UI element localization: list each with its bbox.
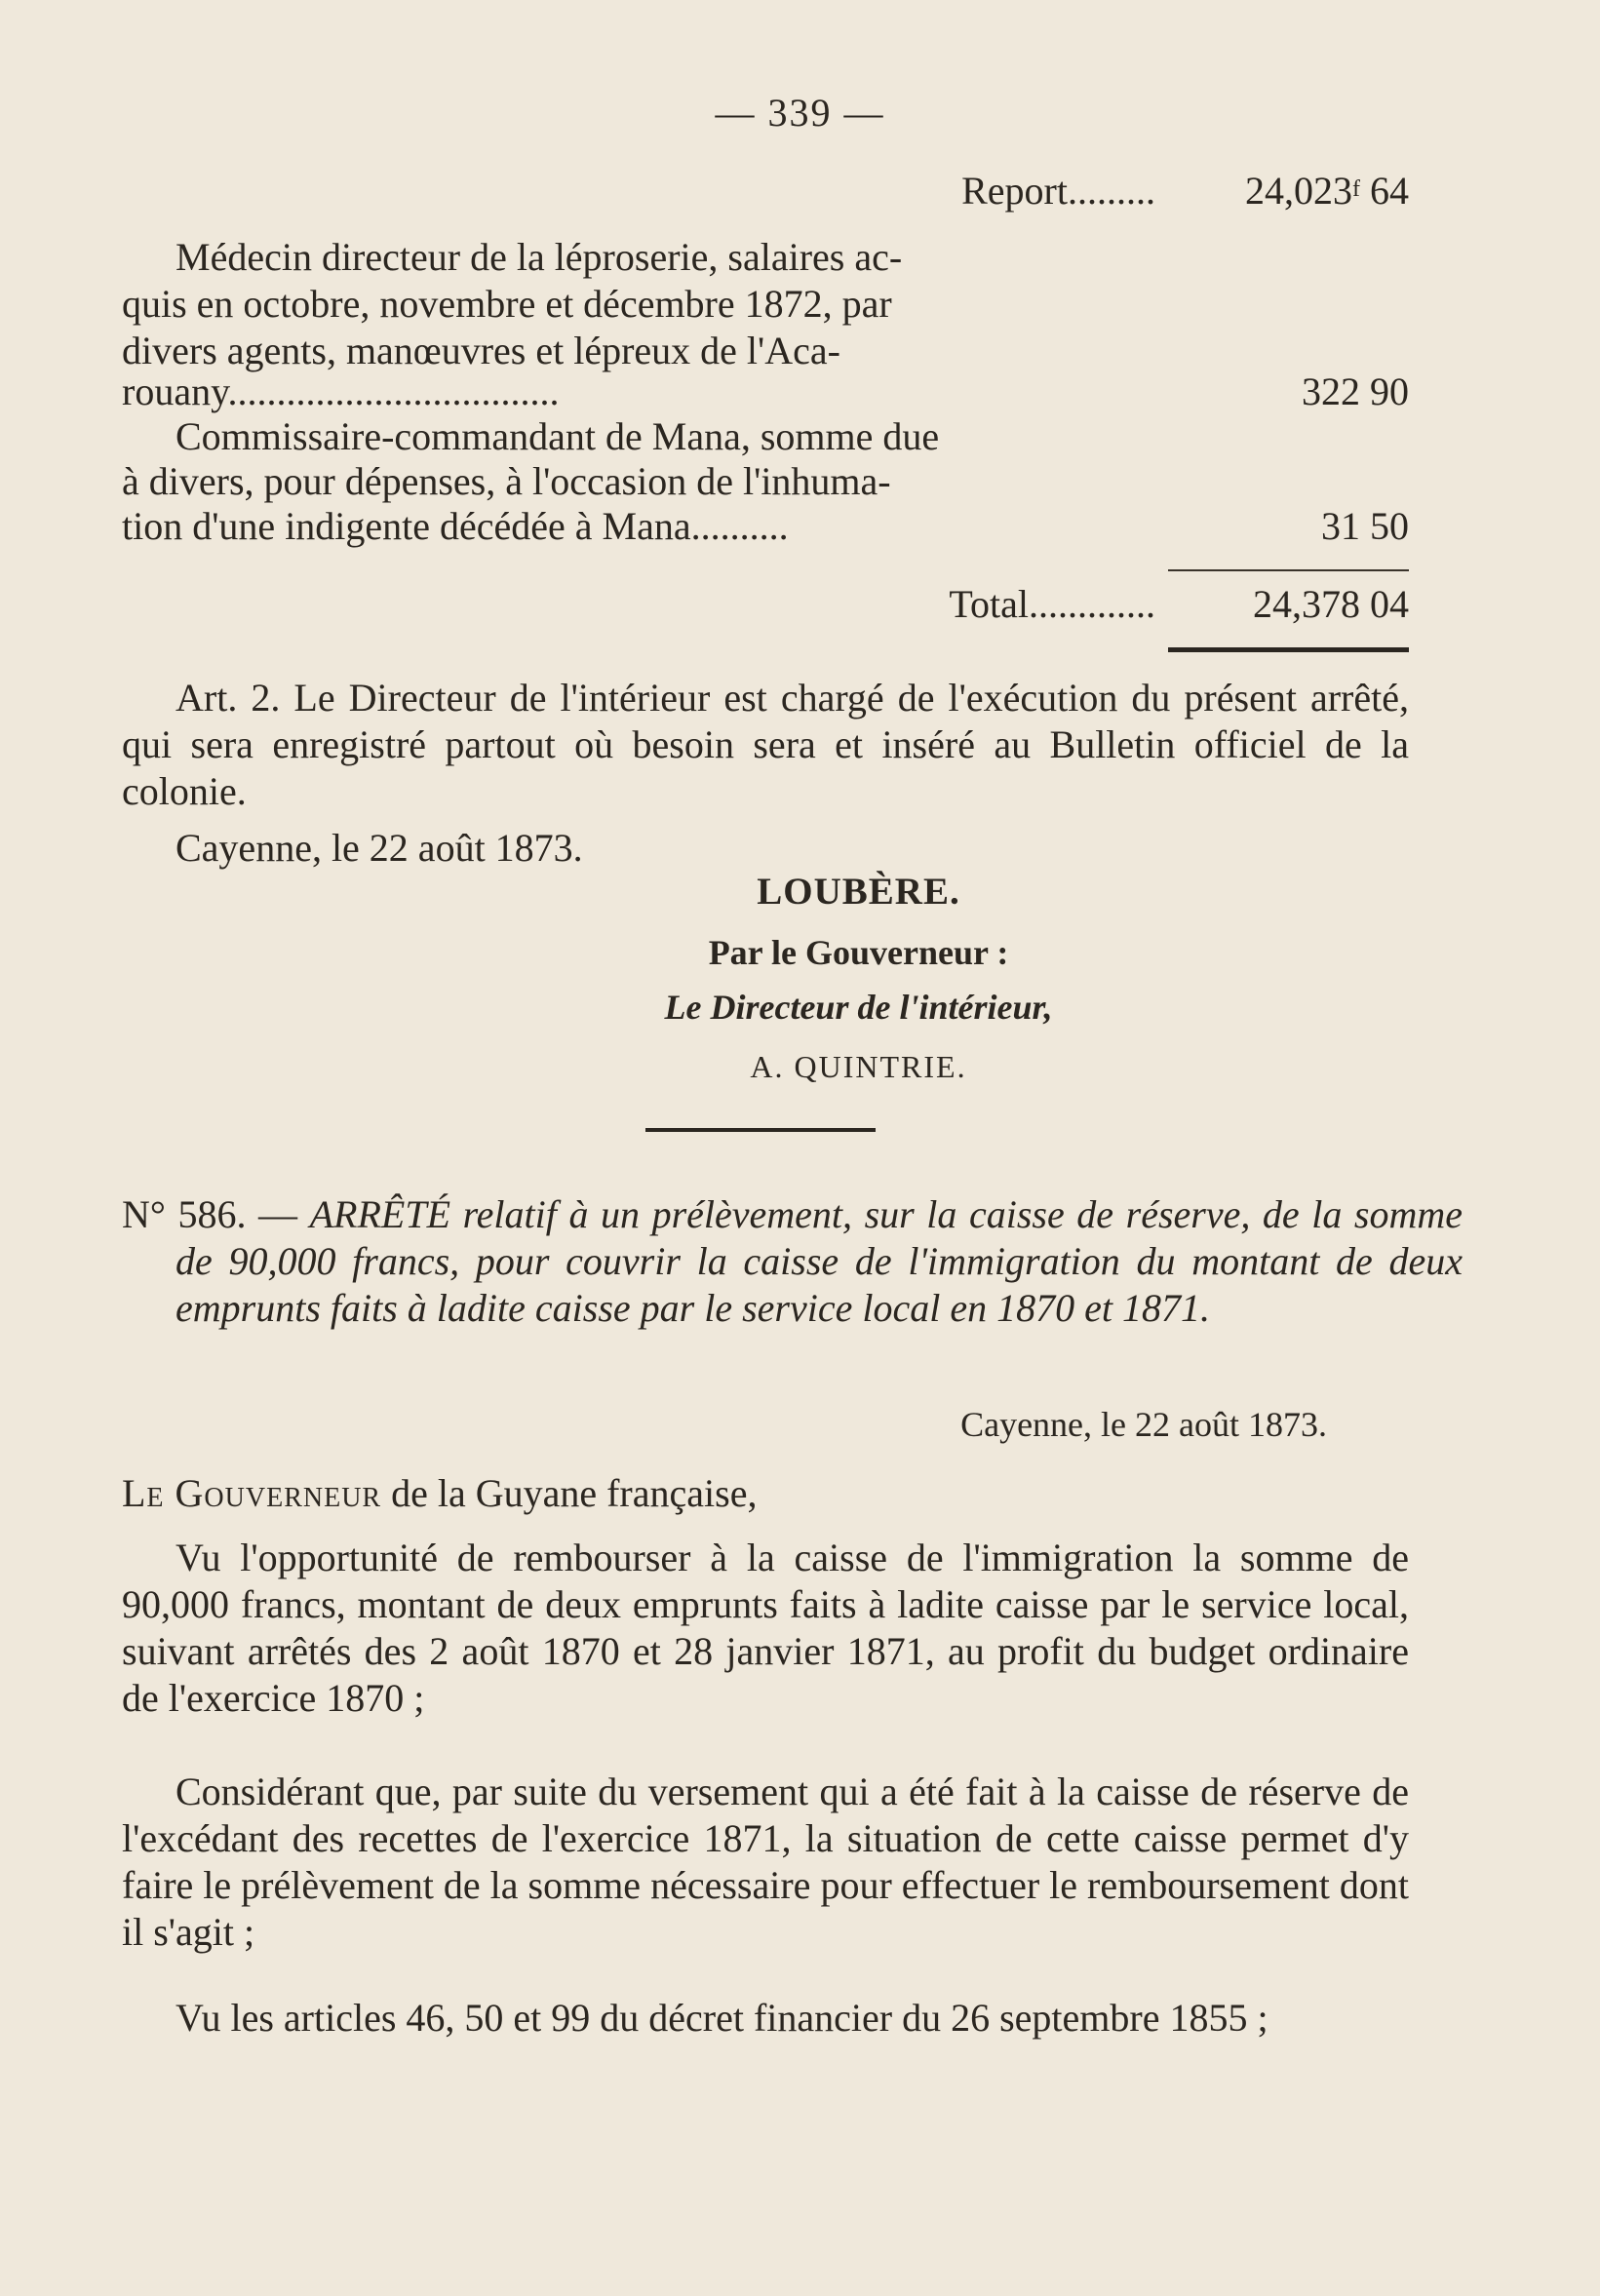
date-line: Cayenne, le 22 août 1873. (176, 826, 583, 870)
paragraph-vu-articles: Vu les articles 46, 50 et 99 du décret financier du 26 septembre 1855 ; (176, 1996, 1268, 2040)
account-line: quis en octobre, novembre et décembre 1872, par (122, 282, 892, 326)
page-number: — 339 — (715, 91, 885, 135)
paragraph-considerant: Considérant que, par suite du versement qui a été fait à la caisse de réserve de l'excédant des recettes de l'exercice 1871, la situation de cette caisse permet d'y faire le prélèvement de la somme nécessaire pour effectuer le remboursement dont il s'agit ; (122, 1770, 1409, 1954)
governor-title: Le Gouverneur (122, 1471, 382, 1515)
paragraph-vu-opportunite: Vu l'opportunité de rembourser à la caisse de l'immigration la somme de 90,000 francs, montant de deux emprunts faits à ladite caisse par le service local, suivant arrêtés des 2 août 1870 et 28 janvier 1871, au profit du budget ordinaire de l'exercice 1870 ; (122, 1536, 1409, 1720)
article-2: Art. 2. Le Directeur de l'intérieur est chargé de l'exécution du présent arrêté, qui sera enregistré partout où besoin sera et inséré au Bulletin officiel de la colonie. (122, 676, 1409, 813)
total-row (122, 581, 1409, 628)
total-double-rule (1168, 647, 1409, 652)
total-label: Total............. (949, 582, 1155, 626)
arrete-date: Cayenne, le 22 août 1873. (960, 1405, 1327, 1444)
line-amount: 322 90 (1302, 370, 1409, 413)
report-amount: 24,023$^f$ 64 (1245, 169, 1409, 213)
account-line: Médecin directeur de la léproserie, salaires ac- (176, 235, 903, 279)
account-line: tion d'une indigente décédée à Mana.......... 31 50 (122, 504, 1409, 548)
total-amount: 24,378 04 (1253, 582, 1409, 626)
account-line: divers agents, manœuvres et lépreux de l'Aca- (122, 329, 840, 372)
signature-by: Par le Gouverneur : (708, 933, 1009, 972)
section-separator (645, 1128, 876, 1132)
arrete-heading (122, 1191, 1463, 1332)
signature-name: LOUBÈRE. (757, 871, 960, 913)
signature-signer: A. QUINTRIE. (750, 1049, 967, 1084)
account-line: à divers, pour dépenses, à l'occasion de l'inhuma- (122, 459, 891, 503)
report-row (122, 168, 1409, 214)
arrete-title: ARRÊTÉ relatif à un prélèvement, sur la caisse de réserve, de la somme de 90,000 francs, pour couvrir la caisse de l'immigration du montant de deux emprunts faits à ladite caisse par le service local en 1870 et 1871. (176, 1192, 1463, 1330)
line-amount: 31 50 (1321, 504, 1409, 548)
arrete-number: N° 586. — (122, 1192, 298, 1236)
report-label: Report......... (961, 169, 1155, 213)
governor-rest: de la Guyane française, (391, 1471, 758, 1515)
account-line: rouany.................................. 322 90 (122, 370, 1409, 413)
signature-title: Le Directeur de l'intérieur, (664, 988, 1053, 1027)
governor-heading (122, 1470, 1409, 1517)
account-line: Commissaire-commandant de Mana, somme due (176, 414, 940, 458)
sum-rule (1168, 569, 1409, 571)
